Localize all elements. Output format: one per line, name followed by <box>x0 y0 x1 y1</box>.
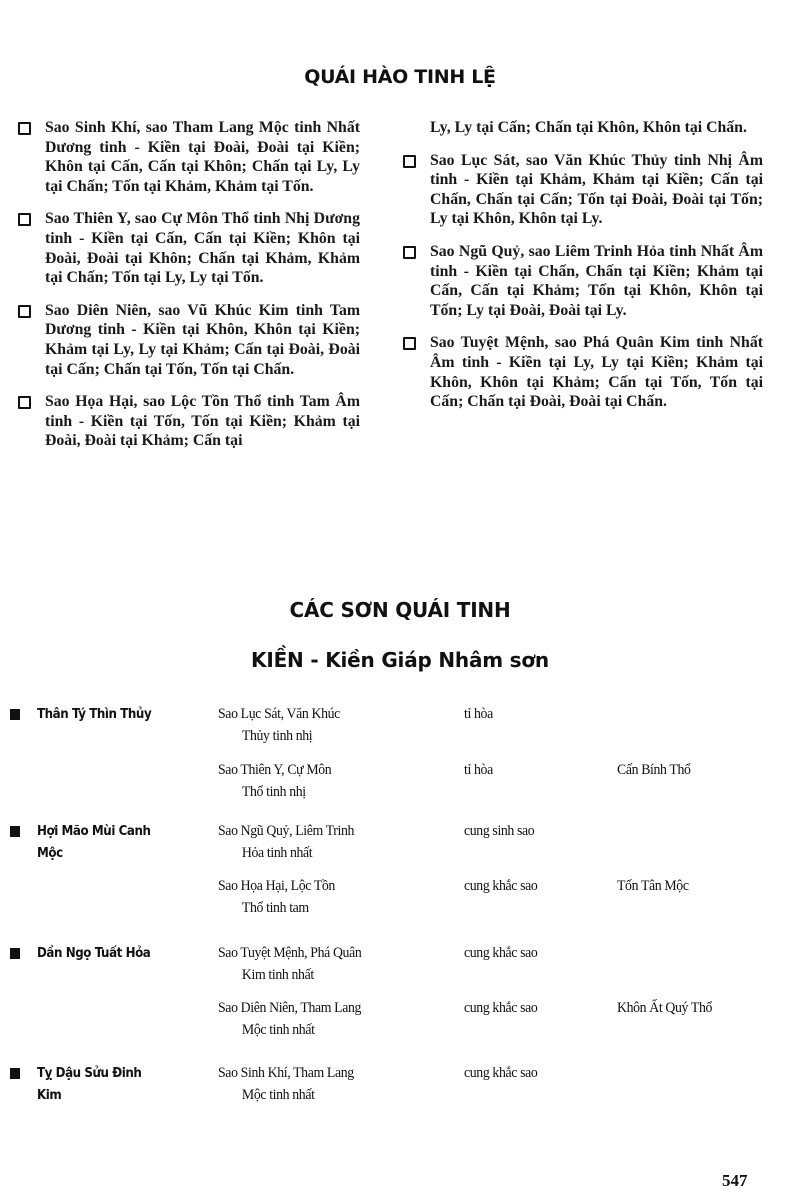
gua-cell: Cấn Bính Thổ <box>617 762 691 778</box>
checkbox-bullet-icon <box>403 246 416 259</box>
checkbox-bullet-icon <box>18 396 31 409</box>
star-line-1: Sao Tuyệt Mệnh, Phá Quân <box>218 945 362 961</box>
list-item-text: Ly, Ly tại Cấn; Chấn tại Khôn, Khôn tại Chấn. <box>430 119 747 136</box>
group-label: Thân Tý Thìn Thủy <box>37 706 152 722</box>
star-line-1: Sao Sinh Khí, Tham Lang <box>218 1065 354 1081</box>
section-subtitle-kien: KIỀN - Kiền Giáp Nhâm sơn <box>251 648 549 672</box>
list-item <box>18 118 360 196</box>
list-item <box>18 392 360 451</box>
table-row <box>0 1062 800 1122</box>
list-item-text: Sao Sinh Khí, sao Tham Lang Mộc tinh Nhất Dương tinh - Kiền tại Đoài, Đoài tại Kiền; Khôn tại Cấn, Cấn tại Khôn; Chấn tại Ly, Ly tại Chấn; Tốn tại Khảm, Khảm tại Tốn. <box>45 119 360 195</box>
gua-cell: Khôn Ất Quý Thổ <box>617 1000 713 1016</box>
list-item-continuation <box>403 118 763 138</box>
section-title-cac-son-quai-tinh: CÁC SƠN QUÁI TINH <box>289 598 511 622</box>
list-item-text: Sao Tuyệt Mệnh, sao Phá Quân Kim tinh Nhất Âm tinh - Kiền tại Ly, Ly tại Kiền; Khảm tại Khôn, Khôn tại Khảm; Cấn tại Tốn, Tốn tại Cấn; Chấn tại Đoài, Đoài tại Chấn. <box>430 334 763 411</box>
table-row <box>0 820 800 880</box>
right-column <box>403 118 763 425</box>
star-line-1: Sao Ngũ Quỷ, Liêm Trinh <box>218 823 355 839</box>
group-label: Tỵ Dậu Sửu Đinh Kim <box>37 1065 142 1103</box>
star-line-2: Mộc tinh nhất <box>241 1022 315 1038</box>
checkbox-bullet-icon <box>403 337 416 350</box>
star-line-1: Sao Thiên Y, Cự Môn <box>218 762 332 778</box>
checkbox-bullet-icon <box>18 122 31 135</box>
square-bullet-icon <box>10 1068 20 1079</box>
square-bullet-icon <box>10 948 20 959</box>
star-line-2: Thổ tinh nhị <box>241 784 306 800</box>
star-line-1: Sao Họa Hại, Lộc Tồn <box>218 878 335 894</box>
star-cell <box>218 759 331 803</box>
list-item <box>18 209 360 287</box>
page-number: 547 <box>722 1171 748 1190</box>
list-item <box>403 242 763 320</box>
star-cell <box>218 942 361 986</box>
list-item-text: Sao Diên Niên, sao Vũ Khúc Kim tinh Tam Dương tinh - Kiền tại Khôn, Khôn tại Kiền; Khảm tại Ly, Ly tại Khảm; Cấn tại Đoài, Đoài tại Cấn; Chấn tại Tốn, Tốn tại Chấn. <box>45 301 360 378</box>
relation-cell: cung sinh sao <box>464 823 535 839</box>
table-row <box>0 703 800 763</box>
section-title-quai-hao-tinh-le: QUÁI HÀO TINH LỆ <box>304 66 496 88</box>
table-row <box>0 942 800 1002</box>
star-line-2: Kim tinh nhất <box>241 967 314 983</box>
relation-cell: cung khắc sao <box>464 1065 538 1081</box>
list-item-text: Sao Ngũ Quỷ, sao Liêm Trinh Hỏa tinh Nhất Âm tinh - Kiền tại Chấn, Chấn tại Kiền; Khảm tại Cấn, Cấn tại Khảm; Tốn tại Khôn, Khôn tại Tốn; Ly tại Đoài, Đoài tại Ly. <box>430 242 763 319</box>
star-line-2: Hỏa tinh nhất <box>241 845 313 861</box>
star-cell <box>218 1062 354 1106</box>
star-line-1: Sao Diên Niên, Tham Lang <box>218 1000 362 1016</box>
table-row <box>0 997 800 1057</box>
list-item <box>18 301 360 379</box>
square-bullet-icon <box>10 826 20 837</box>
table-row <box>0 759 800 819</box>
star-cell <box>218 820 354 864</box>
star-line-1: Sao Lục Sát, Văn Khúc <box>218 706 340 722</box>
gua-cell: Tốn Tân Mộc <box>617 878 689 894</box>
checkbox-bullet-icon <box>18 213 31 226</box>
star-cell <box>218 997 361 1041</box>
checkbox-bullet-icon <box>18 305 31 318</box>
star-cell <box>218 703 340 747</box>
relation-cell: cung khắc sao <box>464 878 538 894</box>
list-item-text: Sao Thiên Y, sao Cự Môn Thổ tinh Nhị Dương tinh - Kiền tại Cấn, Cấn tại Kiền; Khôn tại Đoài, Đoài tại Khôn; Chấn tại Khảm, Khảm tại Chấn; Tốn tại Ly, Ly tại Tốn. <box>45 210 360 287</box>
star-line-2: Thủy tinh nhị <box>241 728 313 744</box>
relation-cell: cung khắc sao <box>464 945 538 961</box>
list-item-text: Sao Lục Sát, sao Văn Khúc Thủy tinh Nhị Âm tinh - Kiền tại Khảm, Khảm tại Kiền; Cấn tại Chấn, Chấn tại Cấn; Tốn tại Đoài, Đoài tại Tốn; Ly tại Khôn, Khôn tại Ly. <box>430 151 763 228</box>
table-row <box>0 875 800 935</box>
relation-cell: tỉ hòa <box>464 706 493 722</box>
relation-cell: cung khắc sao <box>464 1000 538 1016</box>
group-label: Dần Ngọ Tuất Hỏa <box>37 945 151 961</box>
checkbox-bullet-icon <box>403 155 416 168</box>
list-item <box>403 333 763 411</box>
group-label: Hợi Mão Mùi Canh Mộc <box>37 823 151 861</box>
relation-cell: tỉ hòa <box>464 762 493 778</box>
star-line-2: Thổ tinh tam <box>241 900 309 916</box>
star-line-2: Mộc tinh nhất <box>241 1087 315 1103</box>
square-bullet-icon <box>10 709 20 720</box>
star-cell <box>218 875 335 919</box>
list-item <box>403 151 763 229</box>
list-item-text: Sao Họa Hại, sao Lộc Tồn Thổ tinh Tam Âm tinh - Kiền tại Tốn, Tốn tại Kiền; Khảm tại Đoài, Đoài tại Khảm; Cấn tại <box>45 393 360 450</box>
left-column <box>18 118 360 464</box>
